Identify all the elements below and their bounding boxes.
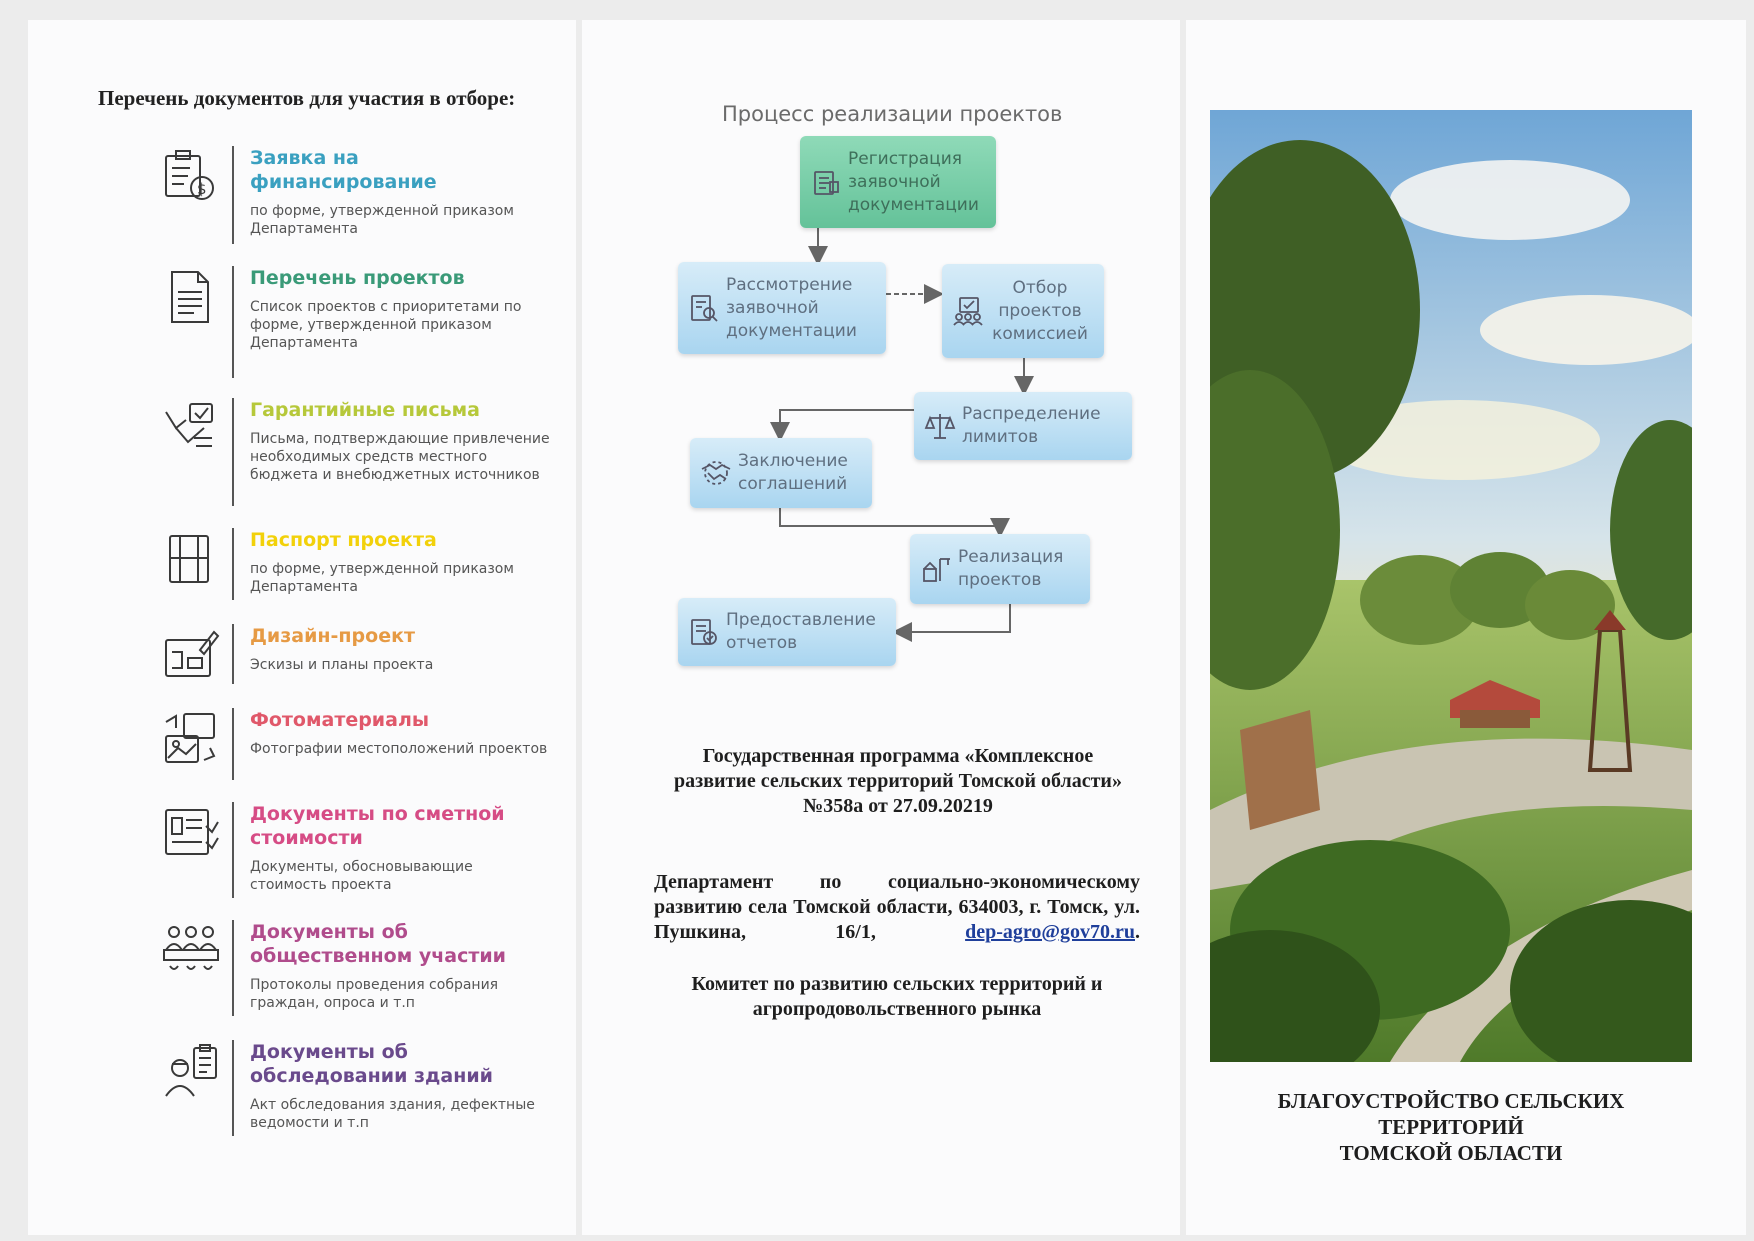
step-label: Регистрация заявочной документации	[848, 148, 979, 215]
cover-line-3: ТОМСКОЙ ОБЛАСТИ	[1339, 1141, 1563, 1165]
step-agreements	[690, 438, 872, 508]
program-title: Государственная программа «Комплексное развитие сельских территорий Томской области» №358а от 27.09.20219	[674, 745, 1122, 817]
doc-desc: Акт обследования здания, дефектные ведомости и т.п	[250, 1097, 535, 1131]
step-label: Заключение соглашений	[738, 451, 848, 494]
estimate-document-icon	[160, 802, 222, 864]
doc-desc: Фотографии местоположений проектов	[250, 741, 548, 757]
handshake-check-icon	[160, 398, 222, 460]
doc-title: Гарантийные письма	[250, 399, 480, 421]
cover-line-2: ТЕРРИТОРИЙ	[1378, 1115, 1524, 1139]
document-list-icon	[160, 266, 222, 328]
step-registration	[800, 136, 996, 228]
photos-icon	[160, 708, 222, 770]
step-reports	[678, 598, 896, 666]
scales-icon	[924, 410, 956, 442]
doc-desc: Письма, подтверждающие привлечение необходимых средств местного бюджета и внебюджетных источников	[250, 431, 550, 483]
svg-text:$: $	[197, 180, 207, 198]
cover-photo	[1210, 110, 1692, 1062]
step-implementation	[910, 534, 1090, 604]
doc-desc: Документы, обосновывающие стоимость проекта	[250, 859, 473, 893]
doc-title: Заявка на финансирование	[250, 147, 437, 193]
department-email[interactable]: dep-agro@gov70.ru	[965, 921, 1135, 943]
step-label: Рассмотрение заявочной документации	[726, 274, 857, 341]
doc-desc: Эскизы и планы проекта	[250, 657, 434, 673]
step-label: Реализация проектов	[958, 547, 1064, 590]
doc-desc: Список проектов с приоритетами по форме, утвержденной приказом Департамента	[250, 299, 522, 351]
step-label: Распределение лимитов	[962, 404, 1101, 447]
application-money-icon	[160, 146, 222, 208]
documents-heading: Перечень документов для участия в отборе:	[98, 86, 516, 110]
step-limits	[914, 392, 1132, 460]
doc-desc: Протоколы проведения собрания граждан, опроса и т.п	[250, 977, 499, 1011]
passport-icon	[160, 528, 222, 590]
handshake-icon	[700, 457, 732, 489]
committee-icon	[952, 295, 984, 327]
doc-title: Паспорт проекта	[250, 529, 437, 551]
document-search-icon	[688, 292, 720, 324]
doc-desc: по форме, утвержденной приказом Департамента	[250, 203, 514, 237]
report-check-icon	[688, 616, 720, 648]
department-text: Департамент по социально-экономическому развитию села Томской области, 634003, г. Томск, ул. Пушкина, 16/1,	[654, 871, 1140, 943]
construction-icon	[920, 553, 952, 585]
flow-title: Процесс реализации проектов	[722, 102, 1063, 126]
doc-title: Дизайн-проект	[250, 625, 415, 647]
doc-desc: по форме, утвержденной приказом Департамента	[250, 561, 514, 595]
cover-title	[1210, 1088, 1692, 1166]
cover-line-1: БЛАГОУСТРОЙСТВО СЕЛЬСКИХ	[1277, 1089, 1625, 1113]
doc-title: Документы об общественном участии	[250, 921, 506, 967]
doc-title: Документы об обследовании зданий	[250, 1041, 493, 1087]
doc-title: Документы по сметной стоимости	[250, 803, 505, 849]
doc-title: Фотоматериалы	[250, 709, 430, 731]
committee-title: Комитет по развитию сельских территорий и агропродовольственного рынка	[691, 973, 1103, 1020]
step-label: Предоставление отчетов	[726, 610, 876, 653]
people-meeting-icon	[160, 920, 222, 982]
document-stack-icon	[810, 166, 842, 198]
inspector-clipboard-icon	[160, 1040, 222, 1102]
design-pencil-icon	[160, 624, 222, 686]
period: .	[1135, 921, 1140, 943]
department-address	[654, 870, 1140, 945]
step-label: Отбор проектов комиссией	[992, 277, 1088, 344]
step-review	[678, 262, 886, 354]
step-selection	[942, 264, 1104, 358]
doc-title: Перечень проектов	[250, 267, 465, 289]
